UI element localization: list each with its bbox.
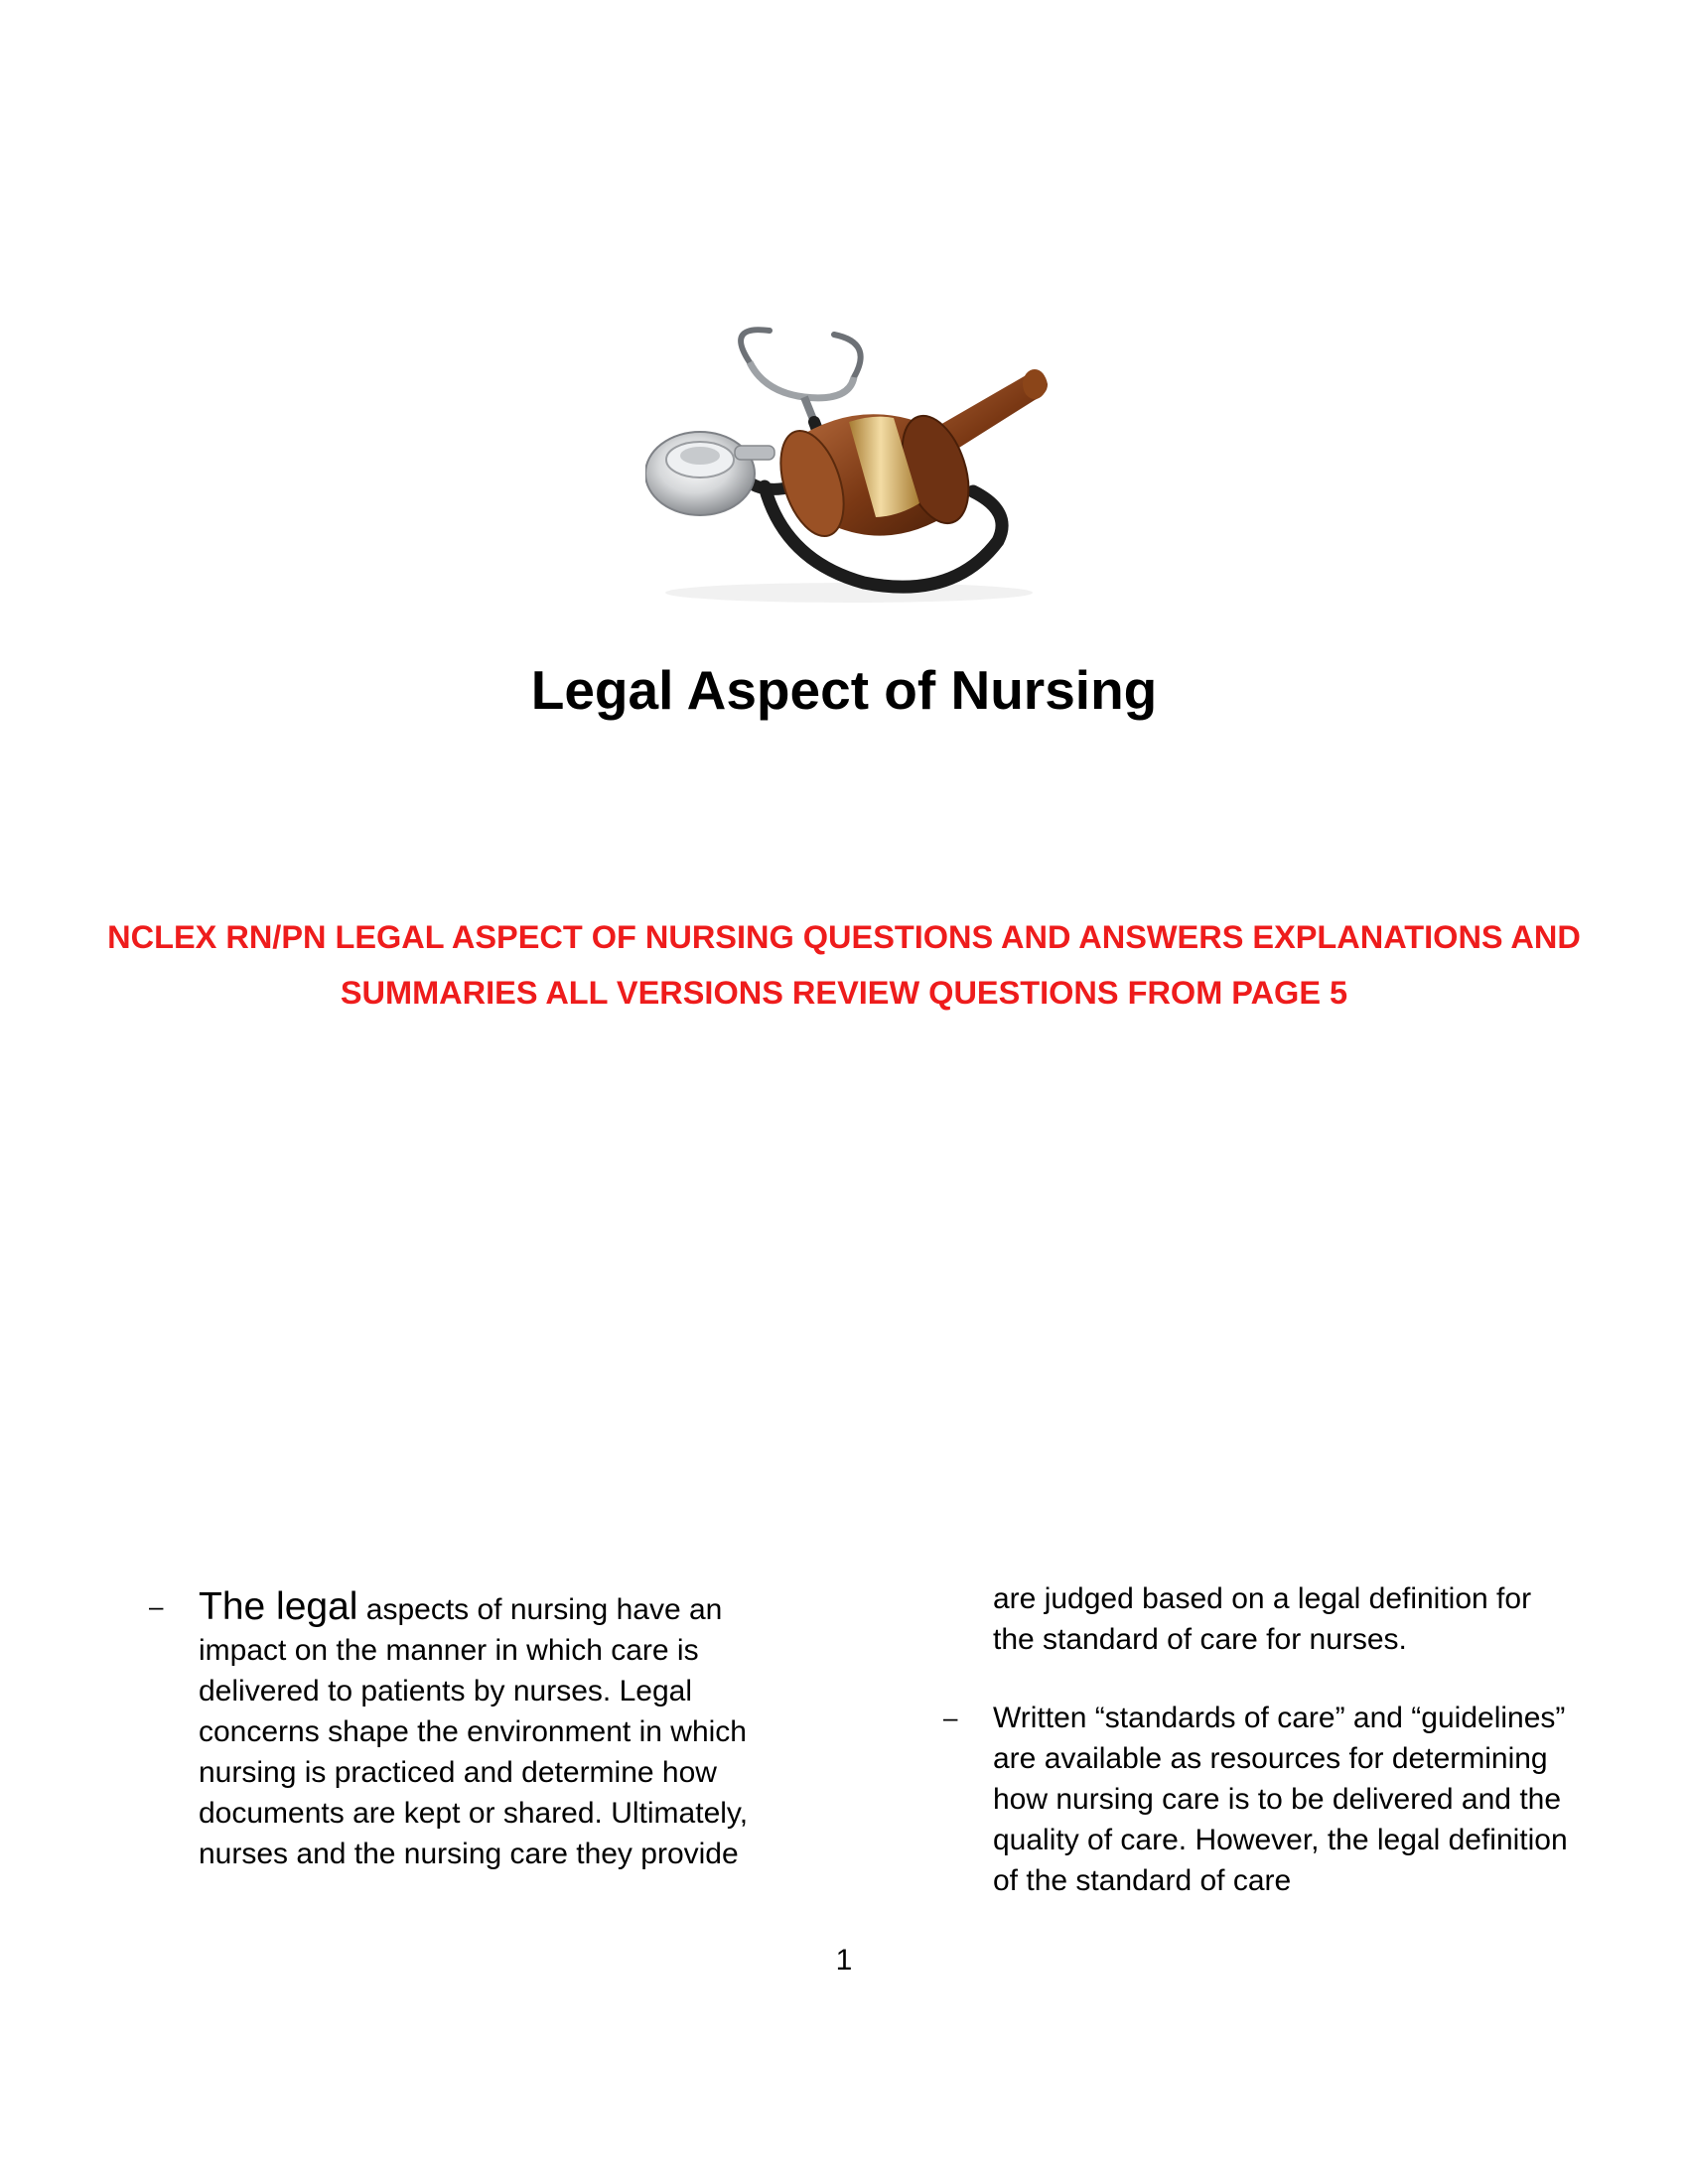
paragraph-continuation: are judged based on a legal definition for the standard of care for nurses. <box>993 1582 1532 1656</box>
stethoscope-and-gavel-icon <box>645 323 1053 611</box>
page-number: 1 <box>835 1944 853 1977</box>
paragraph-lead: The legal <box>199 1585 358 1628</box>
document-title: Legal Aspect of Nursing <box>530 659 1158 721</box>
left-column <box>149 1586 784 1874</box>
right-column <box>943 1578 1579 1901</box>
bullet-dash: – <box>943 1703 958 1732</box>
bullet-dash: – <box>149 1591 164 1621</box>
list-item <box>943 1698 1579 1901</box>
paragraph-text: Written “standards of care” and “guidelines” are available as resources for determining how nursing care is to be delivered and the quality of care. However, the legal definition of the standard of care <box>993 1702 1568 1897</box>
paragraph-text: aspects of nursing have an impact on the manner in which care is delivered to patients by nurses. Legal concerns shape the environment in which nursing is practiced and determine how documents are kept or shared. Ultimately, nurses and the nursing care they provide <box>199 1593 749 1870</box>
list-item <box>149 1586 784 1874</box>
document-subtitle: NCLEX RN/PN LEGAL ASPECT OF NURSING QUESTIONS AND ANSWERS EXPLANATIONS AND SUMMARIES ALL VERSIONS REVIEW QUESTIONS FROM PAGE 5 <box>107 919 1581 1011</box>
